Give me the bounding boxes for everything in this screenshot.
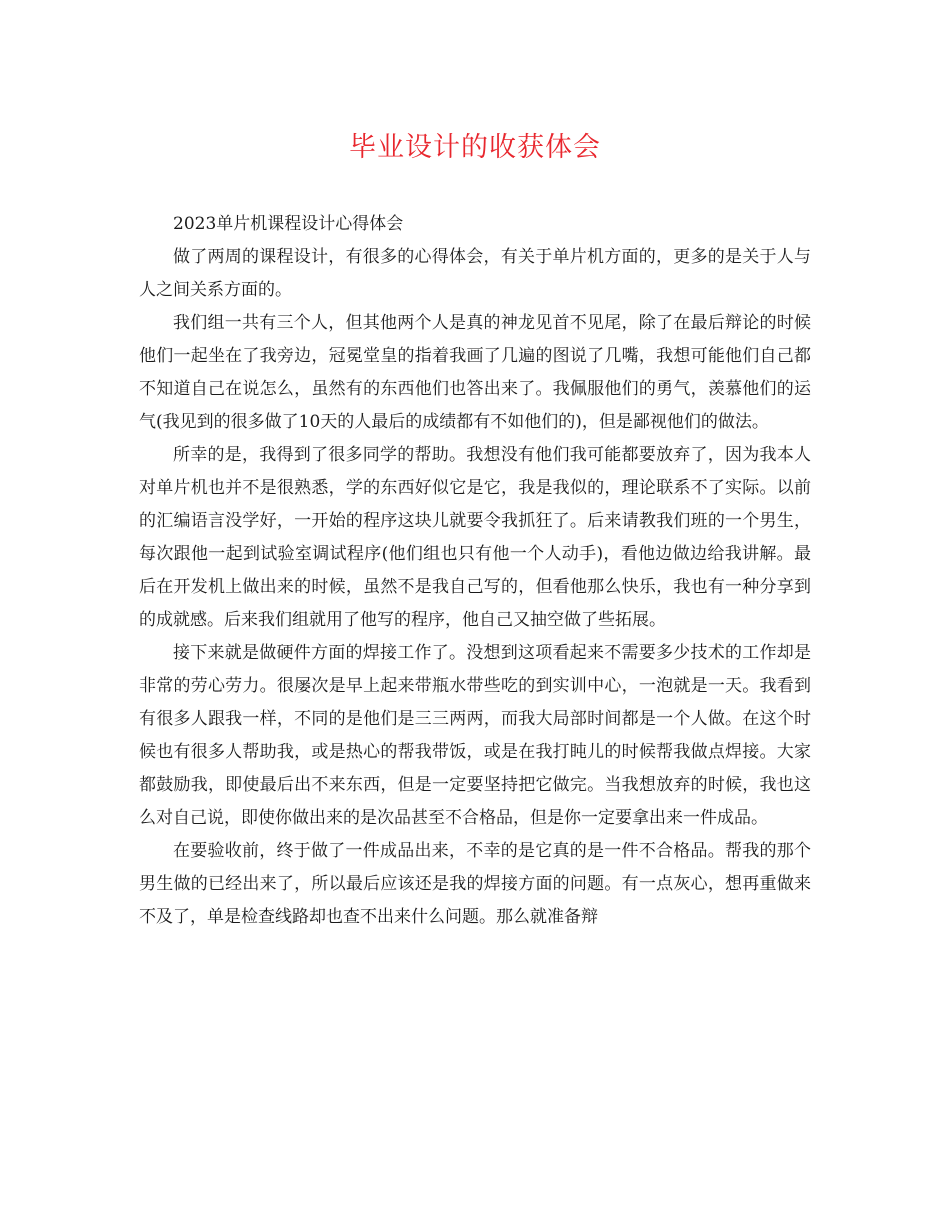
paragraph: 在要验收前，终于做了一件成品出来，不幸的是它真的是一件不合格品。帮我的那个男生做的已经出来了，所以最后应该还是我的焊接方面的问题。有一点灰心，想再重做来不及了，单是检查线路却也查不出来什么问题。那么就准备辩 — [139, 841, 811, 927]
paragraph: 做了两周的课程设计，有很多的心得体会，有关于单片机方面的，更多的是关于人与人之间关系方面的。 — [139, 247, 811, 300]
paragraph: 所幸的是，我得到了很多同学的帮助。我想没有他们我可能都要放弃了，因为我本人对单片机也并不是很熟悉，学的东西好似它是它，我是我似的，理论联系不了实际。以前的汇编语言没学好，一开始的程序这块儿就要令我抓狂了。后来请教我们班的一个男生，每次跟他一起到试验室调试程序(他们组也只有他一个人动手)，看他边做边给我讲解。最后在开发机上做出来的时候，虽然不是我自己写的，但看他那么快乐，我也有一种分享到的成就感。后来我们组就用了他写的程序，他自己又抽空做了些拓展。 — [139, 445, 811, 630]
document-subtitle: 2023单片机课程设计心得体会 — [173, 214, 404, 234]
paragraph: 我们组一共有三个人，但其他两个人是真的神龙见首不见尾，除了在最后辩论的时候他们一起坐在了我旁边，冠冕堂皇的指着我画了几遍的图说了几嘴，我想可能他们自己都不知道自己在说怎么，虽然有的东西他们也答出来了。我佩服他们的勇气，羡慕他们的运气(我见到的很多做了10天的人最后的成绩都有不如他们的)，但是鄙视他们的做法。 — [139, 313, 811, 432]
document-body — [139, 208, 811, 934]
document-title: 毕业设计的收获体会 — [349, 132, 601, 163]
paragraph: 接下来就是做硬件方面的焊接工作了。没想到这项看起来不需要多少技术的工作却是非常的劳心劳力。很屡次是早上起来带瓶水带些吃的到实训中心，一泡就是一天。我看到有很多人跟我一样，不同的是他们是三三两两，而我大局部时间都是一个人做。在这个时候也有很多人帮助我，或是热心的帮我带饭，或是在我打盹儿的时候帮我做点焊接。大家都鼓励我，即使最后出不来东西，但是一定要坚持把它做完。当我想放弃的时候，我也这么对自己说，即使你做出来的是次品甚至不合格品，但是你一定要拿出来一件成品。 — [139, 643, 811, 828]
